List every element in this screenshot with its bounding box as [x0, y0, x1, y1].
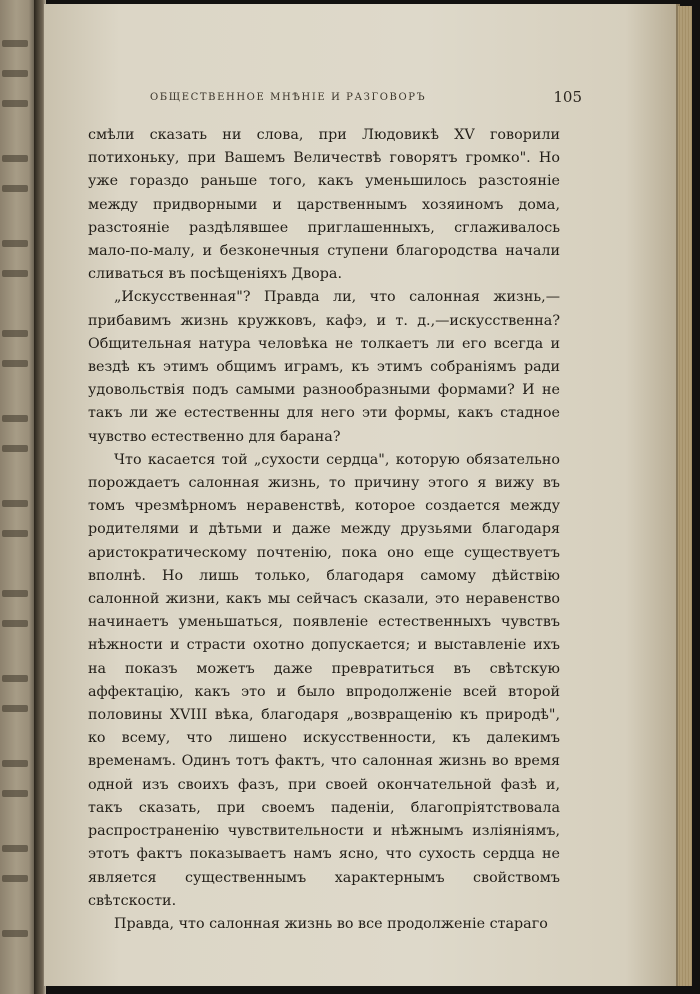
body-text	[88, 124, 560, 936]
paragraph: „Искусственная"? Правда ли, что салонная жизнь,—прибавимъ жизнь кружковъ, кафэ, и т. д.,—искусственна? Общительная натура человѣка не толкаетъ ли его всегда и вездѣ къ этимъ общимъ играмъ, къ этимъ собраніямъ ради удовольствія подъ самыми разнообразными формами? И не такъ ли же естественны для него эти формы, какъ стадное чувство естественно для барана?	[88, 289, 560, 445]
paragraph: Правда, что салонная жизнь во все продолженіе стараго	[114, 915, 548, 932]
facing-page-edge	[0, 0, 36, 994]
page-block-edge	[678, 6, 692, 986]
paragraph: Что касается той „сухости сердца", которую обязательно порождаетъ салонная жизнь, то причину этого я вижу въ томъ чрезмѣрномъ неравенствѣ, которое создается между родителями и дѣтьми и даже между друзьями благодаря аристократическому почтенію, пока оно еще существуетъ вполнѣ. Но лишь только, благодаря самому дѣйствію салонной жизни, какъ мы сейчасъ сказали, это неравенство начинаетъ уменьшаться, появленіе естественныхъ чувствъ нѣжности и страсти охотно допускается; и выставленіе ихъ на показъ можетъ даже превратиться въ свѣтскую аффектацію, какъ это и было впродолженіе всей второй половины XVIII вѣка, благодаря „возвращенію къ природѣ", ко всему, что лишено искусственности, къ далекимъ временамъ. Одинъ тотъ фактъ, что салонная жизнь во время одной изъ своихъ фазъ, при своей окончательной фазѣ и, такъ сказать, при своемъ паденіи, благопріятствовала распространенію чувствительности и нѣжнымъ изліяніямъ, этотъ фактъ показываетъ намъ ясно, что сухость сердца не является существеннымъ характернымъ свойствомъ свѣтскости.	[88, 451, 560, 909]
running-header: ОБЩЕСТВЕННОЕ МНѢНІЕ И РАЗГОВОРЪ	[150, 92, 427, 103]
page-number: 105	[553, 88, 582, 106]
paragraph: смѣли сказать ни слова, при Людовикѣ XV говорили потихоньку, при Вашемъ Величествѣ говорятъ громко". Но уже гораздо раньше того, какъ уменьшилось разстояніе между придворными и царственнымъ хозяиномъ дома, разстояніе раздѣлявшее приглашенныхъ, сглаживалось мало-по-малу, и безконечныя ступени благородства начали сливаться въ посѣщеніяхъ Двора.	[88, 127, 560, 283]
